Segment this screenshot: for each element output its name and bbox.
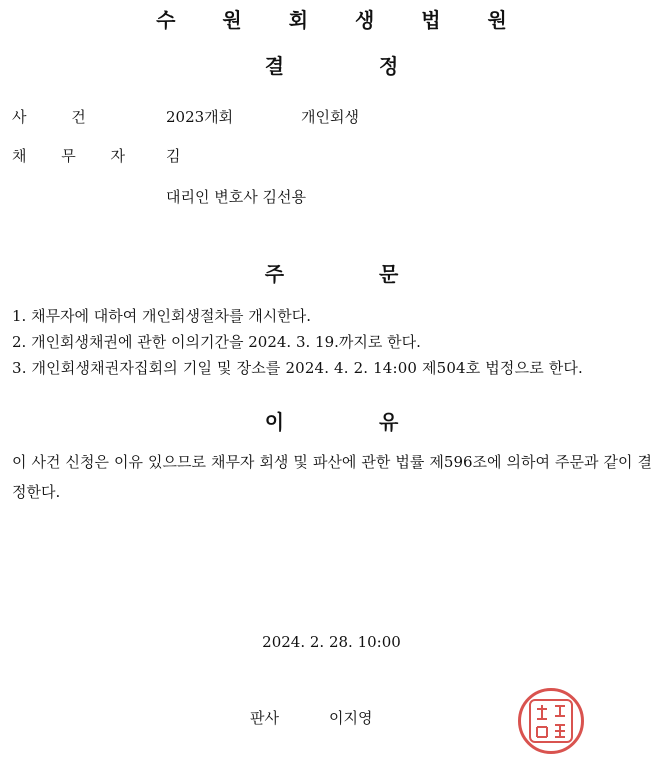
debtor-agent: 대리인 변호사 김선용 — [166, 188, 306, 206]
debtor-label: 채 무 자 — [12, 147, 126, 165]
court-name: 수 원 회 생 법 원 — [156, 8, 527, 32]
judge-seal — [518, 688, 584, 754]
decision-date: 2024. 2. 28. 10:00 — [262, 633, 401, 651]
order-item-2: 2. 개인회생채권에 관한 이의기간을 2024. 3. 19.까지로 한다. — [12, 333, 421, 351]
case-type: 개인회생 — [301, 108, 359, 126]
reason-heading: 이 유 — [264, 410, 399, 434]
order-item-3: 3. 개인회생채권자집회의 기일 및 장소를 2024. 4. 2. 14:00 제504호 법정으로 한다. — [12, 359, 583, 377]
case-label: 사 건 — [12, 108, 86, 126]
judge-seal-inner — [529, 699, 573, 743]
doc-type-heading: 결 정 — [264, 54, 399, 78]
seal-glyph-pattern — [531, 701, 571, 741]
judge-title: 판사 — [250, 709, 279, 727]
case-number: 2023개회 — [166, 108, 234, 126]
debtor-name: 김 — [166, 147, 181, 165]
order-item-1: 1. 채무자에 대하여 개인회생절차를 개시한다. — [12, 307, 311, 325]
reason-text: 이 사건 신청은 이유 있으므로 채무자 회생 및 파산에 관한 법률 제596조에 의하여 주문과 같이 결정한다. — [12, 453, 652, 501]
order-heading: 주 문 — [264, 262, 399, 286]
judge-name: 이지영 — [329, 709, 373, 727]
